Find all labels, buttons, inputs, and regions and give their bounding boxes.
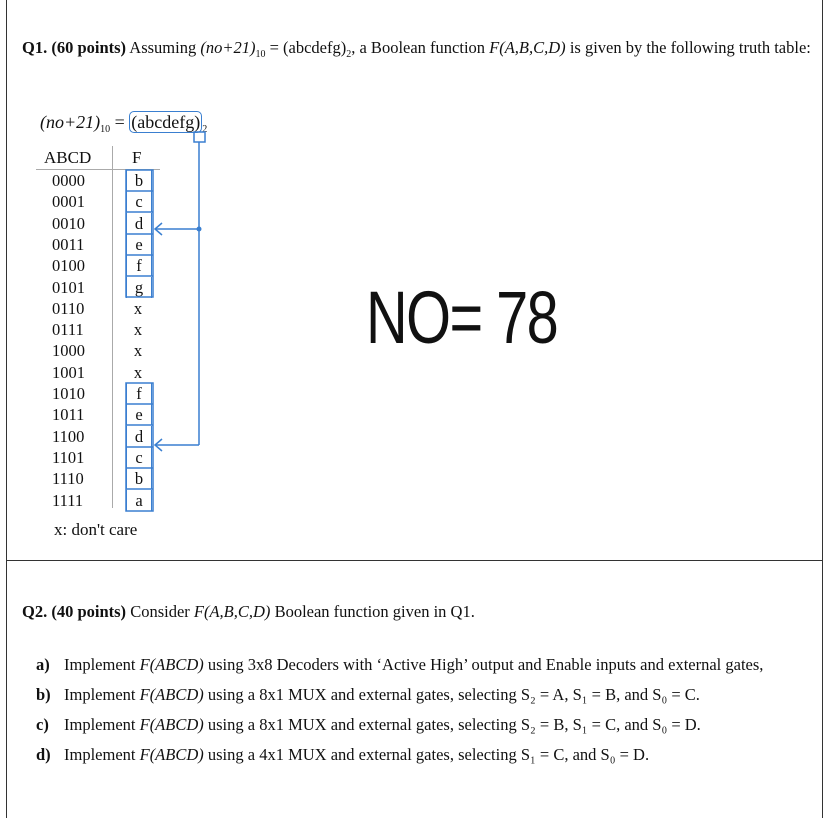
q1-label: Q1. (60 points) [22,38,127,57]
part-func: F(ABCD) [139,745,204,764]
row-inputs: 1101 [52,447,85,467]
row-inputs: 0010 [52,213,85,233]
part-label: a) [36,655,50,674]
part-func: F(ABCD) [139,715,204,734]
connector-dot [197,227,202,232]
row-inputs: 1000 [52,341,85,361]
part-pre: Implement [64,655,136,674]
row-inputs: 0011 [52,234,85,254]
row-output: x [133,362,143,382]
part-text: using a 4x1 MUX and external gates, selecting S₁ = C, and S₀ = D. [207,745,650,764]
table-title-eq: = [114,112,125,132]
row-inputs: 0100 [52,256,85,276]
q1-base2: 2 [346,49,352,60]
part-label: b) [36,685,51,704]
table-title-base10: 10 [100,124,111,135]
table-header-output: F [132,148,142,167]
row-output: d [126,426,152,447]
part-text: using a 8x1 MUX and external gates, selecting S₂ = B, S₁ = C, and S₀ = D. [207,715,701,734]
q1-func: F(A,B,C,D) [489,38,566,57]
row-inputs: 0101 [52,277,85,297]
part-func: F(ABCD) [139,685,204,704]
row-inputs: 1111 [52,490,84,510]
student-number: NO= 78 [366,276,558,359]
row-inputs: 1100 [52,426,85,446]
table-header-inputs: ABCD [44,148,92,167]
row-inputs: 1010 [52,384,85,403]
part-pre: Implement [64,685,136,704]
row-output: x [133,298,143,318]
row-output: x [133,320,143,340]
q1-text-mid: , a Boolean function [351,38,486,57]
q2-func: F(A,B,C,D) [193,602,271,621]
part-func: F(ABCD) [139,655,204,674]
q2-label: Q2. (40 points) [22,602,127,621]
part-label: c) [36,715,49,734]
row-inputs: 1011 [52,405,85,425]
q2-text-start: Consider [130,602,190,621]
q1-base10: 10 [255,49,266,60]
q1-text-start: Assuming [129,38,197,57]
row-inputs: 1001 [52,362,85,382]
row-output: f [126,255,152,276]
q2-text-end: Boolean function given in Q1. [274,602,475,621]
row-output: b [126,468,152,489]
row-inputs: 0001 [52,192,85,212]
q1-expr-lhs: (no+21) [200,38,256,57]
row-output: f [126,383,152,404]
row-inputs: 0111 [52,320,84,340]
part-label: d) [36,745,51,764]
row-output: e [126,234,152,255]
table-title-base2: 2 [202,124,208,135]
q2-parts [36,652,812,772]
row-output: a [126,490,152,511]
row-output: x [133,341,143,361]
q2-part-d [36,742,812,768]
row-output: g [126,277,152,298]
q2-part-b [36,682,812,708]
part-pre: Implement [64,745,136,764]
part-pre: Implement [64,715,136,734]
part-text: using a 8x1 MUX and external gates, selecting S₂ = A, S₁ = B, and S₀ = C. [207,685,700,704]
table-title-rhs: (abcdefg) [131,112,201,132]
part-text: using 3x8 Decoders with ‘Active High’ output and Enable inputs and external gates, [207,655,764,674]
q2-part-a [36,652,812,678]
q2-part-c [36,712,812,738]
row-inputs: 0110 [52,298,85,318]
dont-care-note: x: don't care [54,520,138,539]
row-output: b [126,170,152,191]
row-output: e [126,404,152,425]
row-output: c [126,191,152,212]
table-title-lhs: (no+21) [40,112,101,132]
row-output: c [126,447,152,468]
q1-text-end: is given by the following truth table: [569,38,811,57]
row-inputs: 0000 [52,171,85,190]
question-2 [22,602,475,622]
row-output: d [126,213,152,234]
q1-expr-rhs: = (abcdefg) [269,38,347,57]
row-inputs: 1110 [52,469,84,489]
